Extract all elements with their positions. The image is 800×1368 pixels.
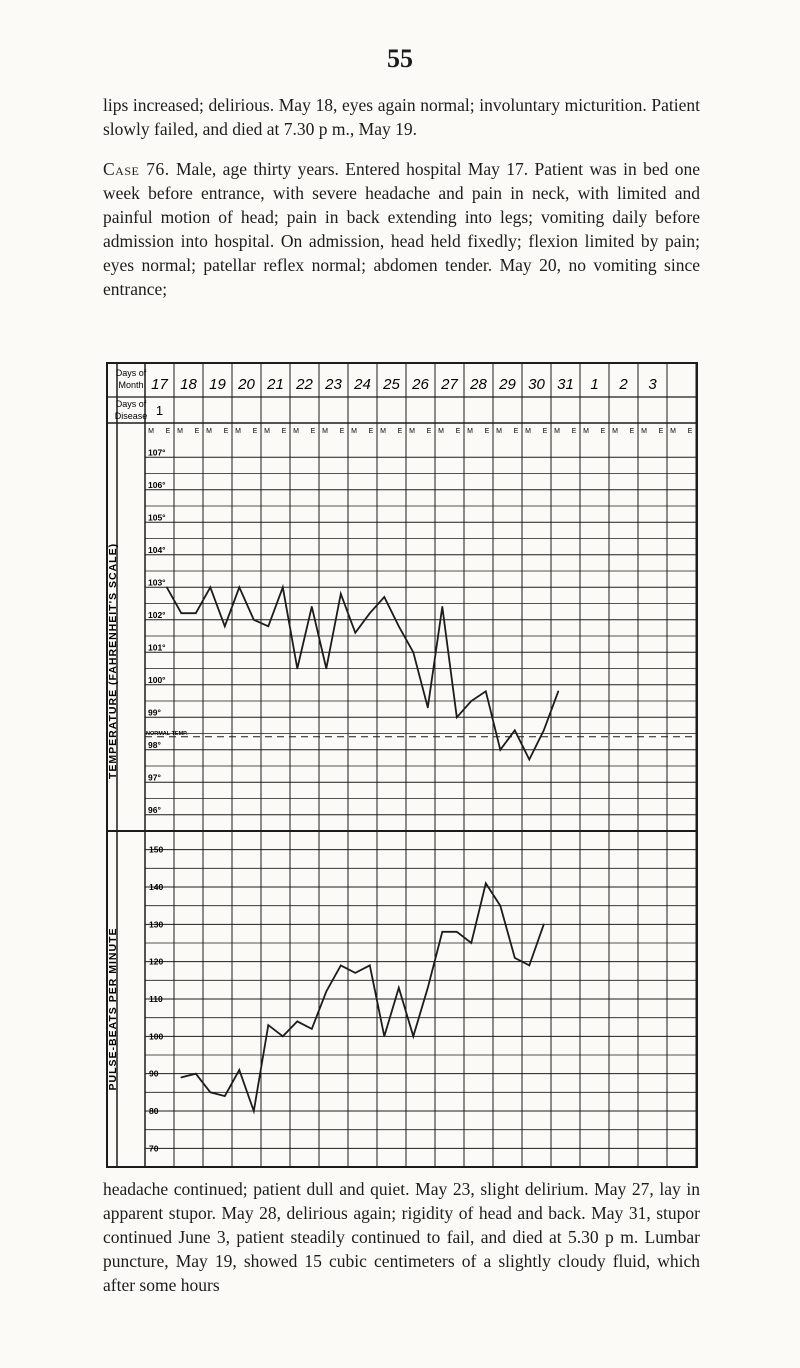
morning-label: M	[409, 428, 415, 435]
pulse-tick-label: 130	[149, 919, 164, 930]
evening-label: E	[252, 428, 258, 435]
day-of-month-21: 21	[267, 376, 284, 393]
day-of-month-24: 24	[354, 376, 371, 393]
temp-tick-label: 98°	[148, 739, 161, 750]
morning-label: M	[525, 428, 531, 435]
days-of-month-label-line2: Month	[118, 380, 144, 390]
pulse-tick-label: 150	[149, 844, 164, 855]
paragraph-top: lips increased; delirious. May 18, eyes again normal; involuntary micturition. Patient slowly failed, and died at 7.30 p m., May 19.	[103, 95, 700, 139]
temp-tick-label: 99°	[148, 707, 161, 718]
evening-label: E	[397, 428, 403, 435]
day-of-month-1: 1	[590, 376, 599, 393]
evening-label: E	[368, 428, 374, 435]
page-number: 55	[387, 44, 413, 73]
evening-label: E	[194, 428, 200, 435]
day-of-month-19: 19	[209, 376, 226, 393]
morning-label: M	[583, 428, 589, 435]
morning-label: M	[177, 428, 183, 435]
day-of-month-2: 2	[619, 376, 628, 393]
evening-label: E	[426, 428, 432, 435]
evening-label: E	[455, 428, 461, 435]
morning-label: M	[148, 428, 154, 435]
pulse-tick-label: 80	[149, 1106, 159, 1116]
morning-label: M	[467, 428, 473, 435]
morning-label: M	[235, 428, 241, 435]
days-of-disease-label-line1: Days of	[115, 399, 147, 409]
morning-label: M	[293, 428, 299, 435]
case-text: Male, age thirty years. Entered hospital May 17. Patient was in bed one week before entrance, with severe headache and pain in neck, with limited and painful motion of head; pain in back extending into legs; vomiting daily before admission into hospital. On admission, head held fixedly; flexion limited by pain; eyes normal; patellar reflex normal; abdomen tender. May 20, no vomiting since entrance;	[103, 159, 701, 299]
pulse-axis-label: PULSE-BEATS PER MINUTE	[107, 927, 119, 1091]
paragraph-bottom: headache continued; patient dull and quiet. May 23, slight delirium. May 27, lay in apparent stupor. May 28, delirious again; rigidity of head and back. May 31, stupor continued June 3, patient steadily continued to fail, and died at 5.30 p m. Lumbar puncture, May 19, showed 15 cubic centimeters of a slightly cloudy fluid, which after some hours	[103, 1179, 700, 1295]
evening-label: E	[571, 428, 577, 435]
temp-tick-label: 97°	[148, 772, 161, 783]
day-of-month-3: 3	[648, 376, 657, 393]
evening-label: E	[310, 428, 316, 435]
temperature-axis-label: TEMPERATURE (FAHRENHEIT'S SCALE)	[107, 542, 119, 780]
pulse-series-line	[181, 883, 544, 1111]
evening-label: E	[658, 428, 664, 435]
evening-label: E	[484, 428, 490, 435]
morning-label: M	[206, 428, 212, 435]
morning-label: M	[670, 428, 676, 435]
evening-label: E	[223, 428, 229, 435]
morning-label: M	[641, 428, 647, 435]
temp-tick-label: 106°	[148, 479, 166, 490]
evening-label: E	[339, 428, 345, 435]
day-of-month-28: 28	[470, 376, 487, 393]
case-heading: Case 76.	[103, 159, 170, 179]
days-of-month-label-line1: Days of	[115, 368, 147, 378]
morning-label: M	[322, 428, 328, 435]
pulse-tick-label: 140	[149, 882, 164, 892]
pulse-tick-label: 100	[149, 1031, 164, 1042]
pulse-tick-label: 110	[149, 994, 163, 1004]
morning-label: M	[438, 428, 444, 435]
day-of-month-26: 26	[412, 376, 429, 393]
day-of-disease-1: 1	[155, 403, 164, 418]
temp-tick-label: 100°	[148, 674, 166, 685]
days-of-disease-label-line2: Disease	[114, 411, 148, 421]
pulse-tick-label: 120	[149, 956, 164, 967]
day-of-month-30: 30	[528, 376, 545, 393]
temp-tick-label: 105°	[148, 512, 166, 523]
evening-label: E	[687, 428, 693, 435]
day-of-month-17: 17	[151, 376, 168, 393]
evening-label: E	[281, 428, 287, 435]
temp-tick-label: 103°	[148, 577, 166, 588]
morning-label: M	[380, 428, 386, 435]
morning-label: M	[612, 428, 618, 435]
temp-tick-label: 102°	[148, 609, 166, 620]
morning-label: M	[496, 428, 502, 435]
day-of-month-29: 29	[499, 376, 516, 393]
morning-label: M	[351, 428, 357, 435]
evening-label: E	[542, 428, 548, 435]
day-of-month-22: 22	[296, 376, 313, 393]
evening-label: E	[513, 428, 519, 435]
day-of-month-20: 20	[238, 376, 255, 393]
day-of-month-31: 31	[557, 376, 574, 393]
temp-tick-label: 96°	[148, 804, 161, 815]
day-of-month-25: 25	[383, 376, 400, 393]
temp-tick-label: 107°	[148, 447, 166, 458]
day-of-month-27: 27	[441, 376, 458, 393]
day-of-month-23: 23	[325, 376, 342, 393]
pulse-tick-label: 90	[149, 1068, 159, 1079]
day-of-month-18: 18	[180, 376, 197, 393]
temp-tick-label: 104°	[148, 544, 166, 555]
morning-label: M	[554, 428, 560, 435]
evening-label: E	[600, 428, 606, 435]
temp-tick-label: 101°	[148, 642, 166, 653]
normal-temp-label: NORMAL TEMP.	[146, 730, 188, 737]
evening-label: E	[165, 428, 171, 435]
evening-label: E	[629, 428, 635, 435]
pulse-tick-label: 70	[149, 1143, 159, 1154]
morning-label: M	[264, 428, 270, 435]
